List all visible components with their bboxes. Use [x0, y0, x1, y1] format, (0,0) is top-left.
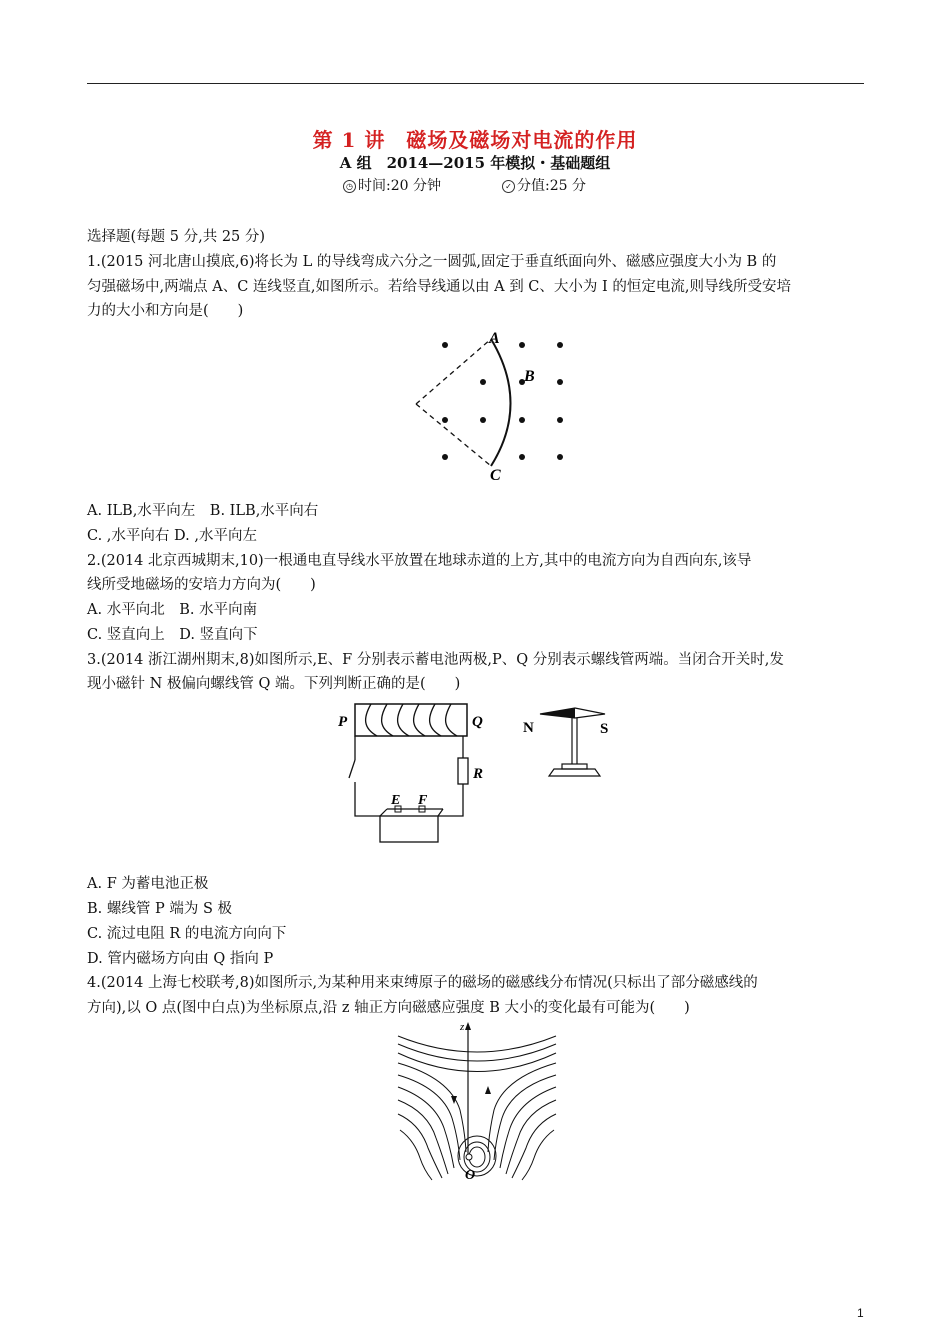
label-s: S [600, 721, 609, 737]
label-p: P [338, 714, 348, 730]
label-b: B [524, 368, 535, 385]
q3-option-line: D. 管内磁场方向由 Q 指向 P [87, 951, 274, 967]
q1-stem-line: 力的大小和方向是( ) [87, 303, 244, 319]
label-n: N [523, 720, 534, 736]
page-subtitle: A 组 2014—2015 年模拟・基础题组 [339, 154, 611, 172]
q1-stem-line: 匀强磁场中,两端点 A、C 连线竖直,如图所示。若给导线通以由 A 到 C、大小为 I 的恒定电流,则导线所受安培 [87, 279, 791, 295]
score-label: 分值:25 分 [517, 178, 586, 194]
q4-stem-line: 方向),以 O 点(图中白点)为坐标原点,沿 z 轴正方向磁感应强度 B 大小的变化最有可能为( ) [87, 1000, 690, 1016]
section-title: 选择题(每题 5 分,共 25 分) [87, 229, 266, 245]
q2-option-line: A. 水平向北 B. 水平向南 [87, 602, 258, 618]
q1-figure-arc-in-field [405, 326, 580, 484]
label-f: F [418, 793, 428, 808]
label-q: Q [472, 714, 483, 730]
score-info [502, 175, 586, 195]
label-z: z [460, 1021, 465, 1033]
q2-stem-line: 2.(2014 北京西城期末,10)一根通电直导线水平放置在地球赤道的上方,其中的电流方向为自西向东,该导 [87, 553, 752, 569]
page-title: 第 1 讲 磁场及磁场对电流的作用 [312, 128, 638, 152]
label-o: O [465, 1168, 476, 1182]
time-label: 时间:20 分钟 [358, 178, 441, 194]
coil-turns [366, 704, 457, 736]
q3-option-line: A. F 为蓄电池正极 [87, 876, 209, 892]
label-r: R [473, 766, 484, 782]
q3-option-line: B. 螺线管 P 端为 S 极 [87, 901, 232, 917]
label-c: C [490, 467, 501, 484]
header-rule [87, 83, 864, 84]
q3-stem-line: 现小磁针 N 极偏向螺线管 Q 端。下列判断正确的是( ) [87, 676, 461, 692]
time-info [343, 175, 441, 195]
q4-figure-field-lines [390, 1020, 565, 1182]
q1-option-line: C. ,水平向右 D. ,水平向左 [87, 528, 257, 544]
q1-stem-line: 1.(2015 河北唐山摸底,6)将长为 L 的导线弯成六分之一圆弧,固定于垂直纸面向外、磁感应强度大小为 B 的 [87, 254, 777, 270]
clock-icon: ◷ [343, 180, 356, 193]
label-e: E [391, 793, 401, 808]
q1-option-line: A. ILB,水平向左 B. ILB,水平向右 [87, 503, 319, 519]
q2-stem-line: 线所受地磁场的安培力方向为( ) [87, 577, 316, 593]
q3-option-line: C. 流过电阻 R 的电流方向向下 [87, 926, 287, 942]
check-icon: ✓ [502, 180, 515, 193]
q3-figure-solenoid-circuit [335, 698, 620, 850]
q4-stem-line: 4.(2014 上海七校联考,8)如图所示,为某种用来束缚原子的磁场的磁感线分布情况(只标出了部分磁感线的 [87, 975, 758, 991]
page-number: 1 [857, 1306, 864, 1320]
q3-stem-line: 3.(2014 浙江湖州期末,8)如图所示,E、F 分别表示蓄电池两极,P、Q 分别表示螺线管两端。当闭合开关时,发 [87, 652, 784, 668]
q2-option-line: C. 竖直向上 D. 竖直向下 [87, 627, 258, 643]
field-lines [398, 1036, 556, 1180]
label-a: A [489, 330, 500, 347]
